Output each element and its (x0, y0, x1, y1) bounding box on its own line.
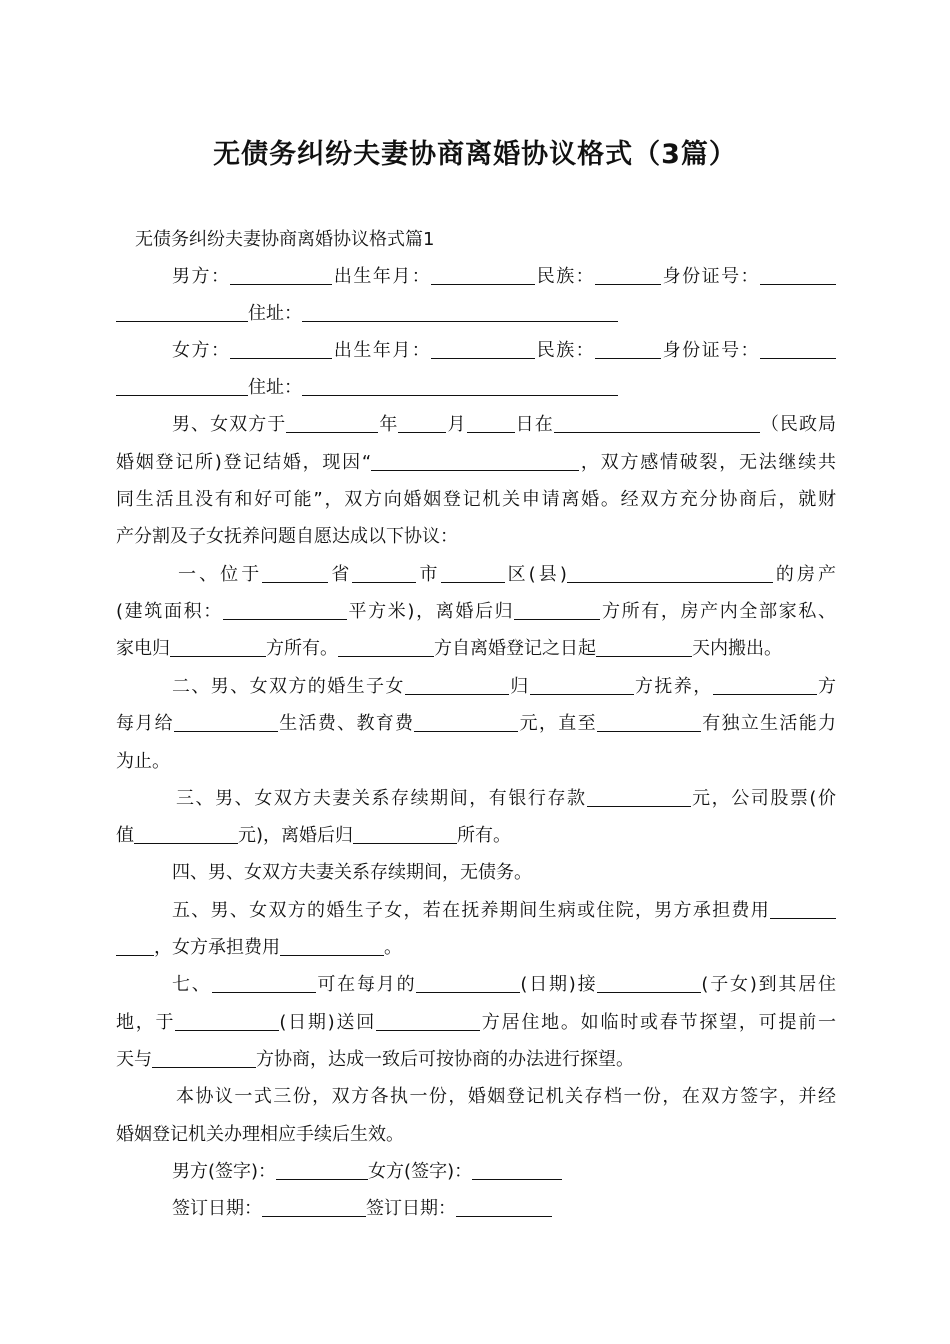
blank-field[interactable] (587, 788, 691, 807)
paragraph-line: 本协议一式三份，双方各执一份，婚姻登记机关存档一份，在双方签字，并经 (176, 1086, 836, 1107)
blank-field[interactable] (597, 974, 701, 993)
male-date-field[interactable] (262, 1198, 366, 1217)
clause-line: (建筑面积： 平方米)，离婚后归 方所有，房产内全部家私、 (116, 601, 836, 622)
blank-field[interactable] (353, 825, 457, 844)
paragraph-line: 婚姻登记所)登记结婚，现因“ ，双方感情破裂，无法继续共 (116, 452, 836, 473)
clause-line: 一、位于 省 市 区(县) 的房产 (178, 564, 837, 585)
paragraph-line: 产分割及子女抚养问题自愿达成以下协议： (116, 526, 458, 547)
clause-line: ，女方承担费用 。 (116, 936, 402, 960)
paragraph-line: 男、女双方于 年 月 日在 （民政局 (172, 414, 837, 435)
blank-field[interactable] (174, 713, 278, 732)
blank-field[interactable] (416, 974, 520, 993)
signature-line: 男方(签字)： 女方(签字)： (172, 1160, 562, 1184)
blank-field[interactable] (554, 414, 760, 433)
blank-field[interactable] (596, 638, 692, 657)
blank-field[interactable] (514, 601, 600, 620)
clause-line: 七、 可在每月的 (日期)接 (子女)到其居住 (172, 974, 837, 995)
blank-field[interactable] (230, 266, 332, 285)
blank-field[interactable] (414, 713, 518, 732)
blank-field[interactable] (152, 1049, 256, 1068)
female-info-line: 女方： 出生年月： 民族： 身份证号： (172, 339, 836, 363)
clause-line: 三、男、女双方夫妻关系存续期间，有银行存款 元，公司股票(价 (176, 788, 836, 809)
blank-field[interactable] (116, 937, 154, 956)
blank-field[interactable] (567, 564, 773, 583)
paragraph-line: 同生活且没有和好可能”，双方向婚姻登记机关申请离婚。经双方充分协商后，就财 (116, 489, 836, 510)
female-signature-field[interactable] (472, 1161, 562, 1180)
clause-line: 五、男、女双方的婚生子女，若在抚养期间生病或住院，男方承担费用 (172, 899, 836, 923)
clause-line: 天与 方协商，达成一致后可按协商的办法进行探望。 (116, 1049, 634, 1070)
blank-field[interactable] (713, 676, 817, 695)
female-date-field[interactable] (456, 1198, 552, 1217)
section-subtitle: 无债务纠纷夫妻协商离婚协议格式篇1 (135, 229, 435, 250)
blank-field[interactable] (760, 340, 836, 359)
blank-field[interactable] (431, 266, 535, 285)
blank-field[interactable] (262, 564, 328, 583)
blank-field[interactable] (441, 564, 505, 583)
male-address-line: 住址： (116, 302, 618, 326)
male-info-line: 男方： 出生年月： 民族： 身份证号： (172, 265, 836, 289)
clause-line: 地，于 (日期)送回 方居住地。如临时或春节探望，可提前一 (116, 1012, 836, 1033)
clause-line: 为止。 (116, 751, 170, 772)
blank-field[interactable] (376, 1012, 480, 1031)
blank-field[interactable] (770, 900, 836, 919)
blank-field[interactable] (175, 1012, 279, 1031)
blank-field[interactable] (302, 303, 618, 322)
blank-field[interactable] (595, 266, 661, 285)
blank-field[interactable] (760, 266, 836, 285)
blank-field[interactable] (116, 377, 248, 396)
blank-field[interactable] (352, 564, 416, 583)
clause-line: 二、男、女双方的婚生子女 归 方抚养， 方 (172, 676, 837, 697)
blank-field[interactable] (286, 414, 378, 433)
blank-field[interactable] (302, 377, 618, 396)
blank-field[interactable] (223, 601, 347, 620)
clause-line: 家电归 方所有。 方自离婚登记之日起 天内搬出。 (116, 638, 782, 659)
blank-field[interactable] (595, 340, 661, 359)
blank-field[interactable] (467, 414, 515, 433)
blank-field[interactable] (134, 825, 238, 844)
clause-line: 值 元)，离婚后归 所有。 (116, 825, 512, 846)
blank-field[interactable] (170, 638, 266, 657)
document-title: 无债务纠纷夫妻协商离婚协议格式（3篇） (213, 139, 737, 170)
blank-field[interactable] (398, 414, 446, 433)
blank-field[interactable] (116, 303, 248, 322)
blank-field[interactable] (212, 974, 316, 993)
blank-field[interactable] (431, 340, 535, 359)
blank-field[interactable] (371, 452, 579, 471)
blank-field[interactable] (338, 638, 434, 657)
clause-line: 四、男、女双方夫妻关系存续期间，无债务。 (172, 862, 532, 883)
female-address-line: 住址： (116, 376, 618, 400)
blank-field[interactable] (230, 340, 332, 359)
blank-field[interactable] (597, 713, 701, 732)
clause-line: 每月给 生活费、教育费 元，直至 有独立生活能力 (116, 713, 837, 734)
signature-date-line: 签订日期： 签订日期： (172, 1197, 552, 1221)
paragraph-line: 婚姻登记机关办理相应手续后生效。 (116, 1124, 404, 1145)
blank-field[interactable] (280, 937, 384, 956)
blank-field[interactable] (405, 676, 509, 695)
blank-field[interactable] (530, 676, 634, 695)
male-signature-field[interactable] (276, 1161, 368, 1180)
